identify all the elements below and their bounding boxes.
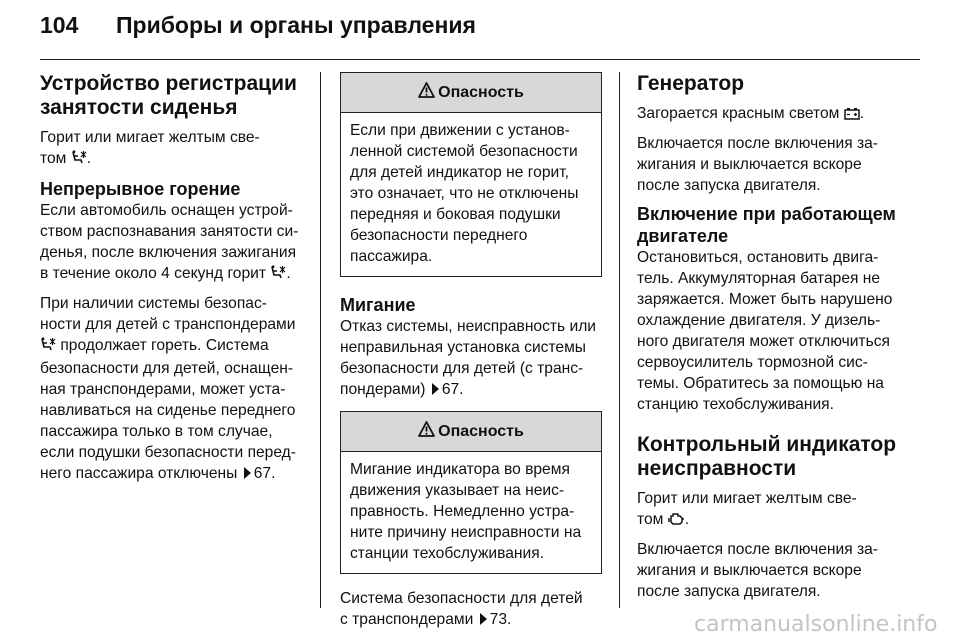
danger-box-text: Мигание индикатора во время движения указывает на неис- правность. Немедленно устра- ните причину неисправности на станции техобслуживания. [350,461,582,562]
paragraph: Включается после включения за- жигания и выключается вскоре после запуска двигателя. [637,541,879,600]
paragraph: Горит или мигает желтым све- том . [40,127,306,171]
paragraph: Остановиться, остановить двига- тель. Аккумуляторная батарея не заряжается. Может быть нарушено охлаждение двигателя. У дизель- ного двигателя может отключиться сервоусилитель тормозной сис- темы. Обратитесь за помощью на станцию техобслуживания. [637,249,893,413]
subheading-engine-running: Включение при работающем двигателе [637,204,896,246]
page-reference-link[interactable]: 67. [441,381,464,398]
paragraph: Отказ системы, неисправность или неправильная установка системы безопасности для детей (с транс- пондерами) 67. [340,318,597,398]
danger-box [340,72,602,277]
subheading-continuous: Непрерывное горение [40,179,241,199]
warning-triangle-icon [418,421,435,442]
danger-box [340,411,602,574]
column-1 [40,72,306,484]
section-heading-malfunction-indicator: Контрольный индикатор неисправности [637,433,897,480]
danger-box-header [341,412,601,452]
chapter-title: Приборы и органы управления [116,12,476,38]
subheading-blinking: Мигание [340,295,416,315]
paragraph: Горит или мигает желтым све- том . [637,488,905,532]
header-divider [40,59,920,60]
danger-box-title: Опасность [438,83,524,101]
watermark: carmanualsonline.info [694,612,938,637]
seat-occupancy-icon [71,150,87,171]
column-3 [637,72,905,602]
page-header [40,12,476,52]
danger-box-title: Опасность [438,422,524,440]
paragraph: Загорается красным светом . [637,103,905,126]
paragraph: Система безопасности для детей с транспондерами 73. [340,590,583,628]
warning-triangle-icon [418,82,435,103]
section-heading-generator: Генератор [637,72,745,95]
page-reference-arrow-icon [480,613,487,625]
page-reference-arrow-icon [244,467,251,479]
page-number: 104 [40,12,79,38]
seat-occupancy-icon [40,337,56,358]
page-reference-link[interactable]: 73. [489,611,512,628]
column-divider-1 [320,72,321,608]
column-divider-2 [619,72,620,608]
page-reference-link[interactable]: 67. [253,465,276,482]
battery-icon [844,105,860,126]
page-reference-arrow-icon [432,383,439,395]
paragraph: Включается после включения за- жигания и выключается вскоре после запуска двигателя. [637,135,879,194]
paragraph: При наличии системы безопас- ности для детей с транспондерами продолжает гореть. Система безопасности для детей, оснащен- ная транспондерами, может уста- навливаться на сиденье переднего пассажира только в том случае, если подушки безопасности перед- него пассажира отключены 67. [40,295,296,482]
paragraph: Если автомобиль оснащен устрой- ством распознавания занятости си- денья, после включения зажигания в течение около 4 секунд горит . [40,200,306,286]
seat-occupancy-icon [270,265,286,286]
danger-box-header [341,73,601,113]
section-heading-seat-occupancy: Устройство регистрации занятости сиденья [40,72,297,119]
danger-box-text: Если при движении с установ- ленной системой безопасности для детей индикатор не горит, это означает, что не отключены передняя и боковая подушки безопасности переднего пассажира. [350,122,579,265]
engine-check-icon [668,511,685,532]
column-2 [340,72,602,630]
